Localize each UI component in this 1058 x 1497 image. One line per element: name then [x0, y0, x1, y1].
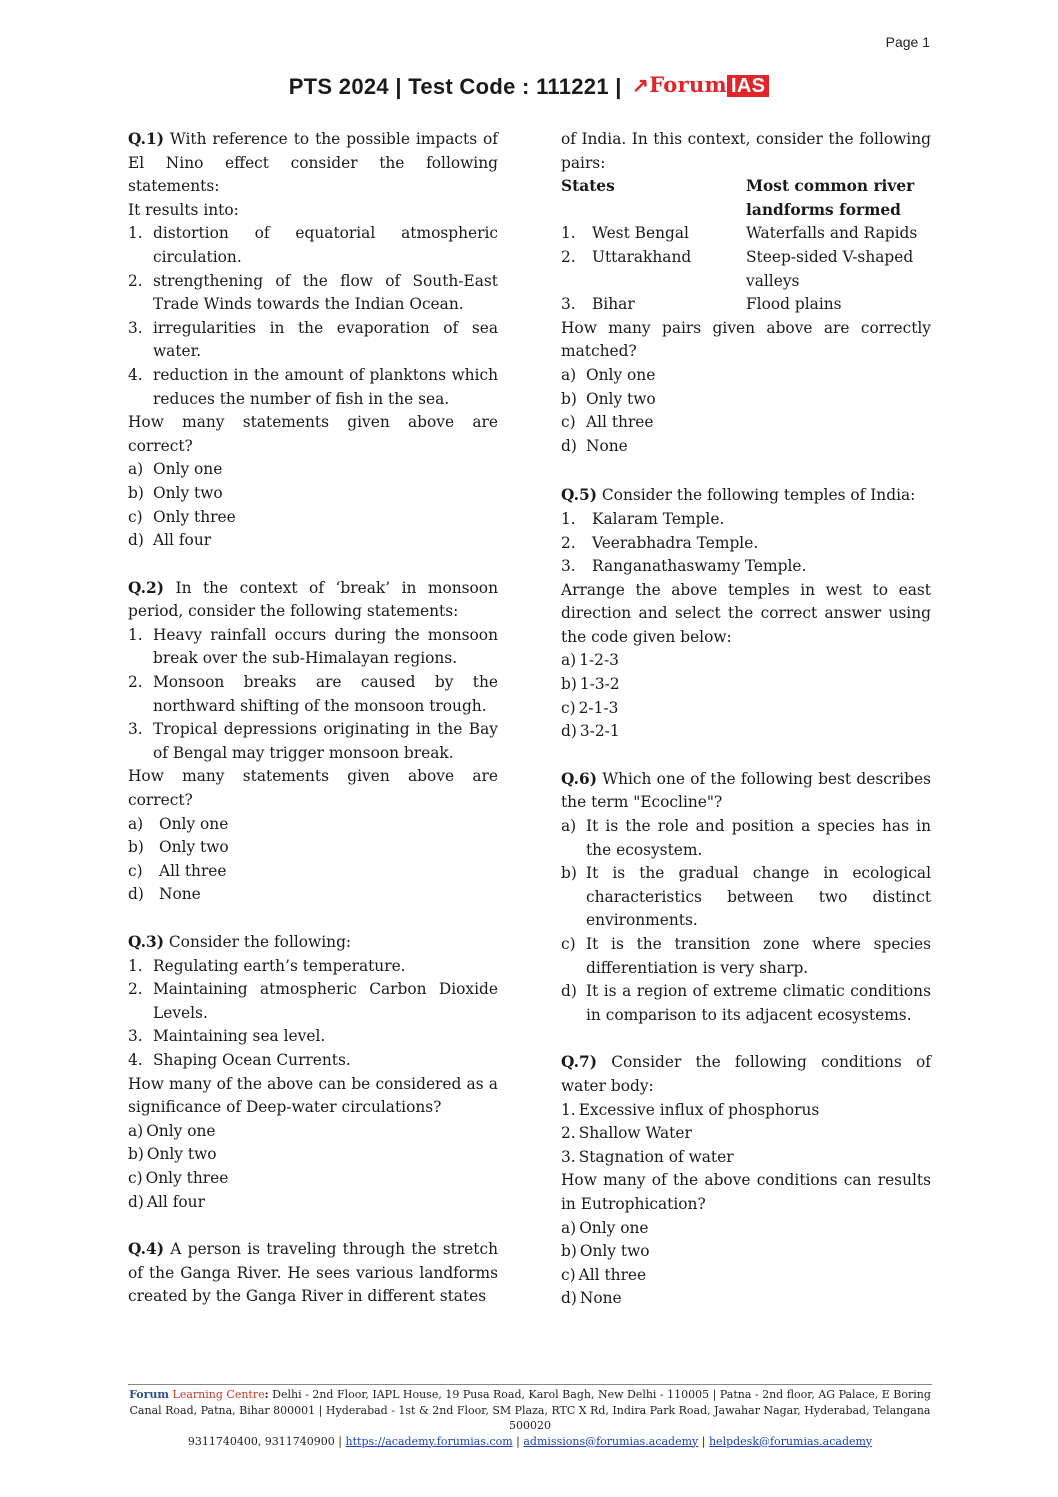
question-7 [561, 1051, 931, 1311]
column-header-states: States [561, 177, 615, 196]
footer-colon: : [264, 1388, 269, 1401]
statement-item: 3. Ranganathaswamy Temple. [561, 557, 807, 576]
question-stem: Consider the following: [168, 933, 352, 951]
statement-item: 2. Monsoon breaks are caused by the northward shifting of the monsoon trough. [128, 673, 498, 715]
option-item: b) Only two [561, 1242, 650, 1261]
question-stem: Which one of the following best describes the term "Ecocline"? [561, 769, 931, 812]
option-item: a) 1-2-3 [561, 651, 619, 670]
pair-state: 3. Bihar [561, 295, 635, 314]
option-item: d) None [561, 436, 628, 455]
question-ask: How many statements given above are correct? [128, 767, 498, 810]
option-list [128, 1120, 498, 1214]
pairs-table [561, 175, 931, 317]
option-item: b) Only two [128, 1145, 217, 1164]
option-item: c) 2-1-3 [561, 698, 619, 717]
statement-item: 2. Maintaining atmospheric Carbon Dioxide Levels. [128, 980, 498, 1022]
statement-list [128, 955, 498, 1073]
option-item: d) All four [128, 531, 212, 550]
option-list [561, 1217, 931, 1311]
column-header-landforms: Most common river landforms formed [746, 177, 915, 219]
footer-separator: | [338, 1434, 343, 1448]
option-item: c) All three [561, 413, 654, 432]
question-6 [561, 768, 931, 1028]
footer-brand-centre: Learning Centre [172, 1388, 265, 1401]
footer-separator: | [712, 1388, 717, 1401]
question-stem: Consider the following conditions of water body: [561, 1053, 931, 1095]
question-number: Q.1) [128, 130, 164, 148]
option-item: c) All three [128, 861, 227, 880]
question-5 [561, 484, 931, 744]
question-3 [128, 931, 498, 1214]
question-stem: With reference to the possible impacts of El Nino effect consider the following statements: [128, 130, 498, 196]
pair-landform: Steep-sided V-shaped valleys [746, 247, 914, 290]
footer-phones: 9311740400, 9311740900 [187, 1434, 335, 1448]
forumias-logo [632, 72, 769, 98]
question-4-start [128, 1238, 498, 1309]
question-stem: A person is traveling through the stretch of the Ganga River. He sees various landforms created by the Ganga River in different states [128, 1240, 498, 1306]
question-1 [128, 128, 498, 553]
option-item: d) All four [128, 1192, 205, 1211]
title-text: PTS 2024 | Test Code : 111221 | [288, 74, 622, 99]
statement-list [561, 508, 931, 579]
question-stem: In the context of ‘break’ in monsoon period, consider the following statements: [128, 578, 498, 621]
pair-state: 2. Uttarakhand [561, 247, 692, 266]
page-number: Page 1 [885, 34, 930, 50]
question-number: Q.3) [128, 933, 164, 951]
option-item: c) Only three [128, 1168, 229, 1187]
right-column [561, 128, 931, 1311]
statement-item: 2. Shallow Water [561, 1124, 692, 1143]
question-number: Q.4) [128, 1240, 164, 1259]
option-list [561, 649, 931, 743]
option-item: d) None [128, 885, 201, 904]
statement-item: 2. Veerabhadra Temple. [561, 533, 759, 552]
option-list [561, 815, 931, 1027]
pair-landform: Waterfalls and Rapids [746, 224, 918, 243]
statement-item: 3. Tropical depressions originating in the Bay of Bengal may trigger monsoon break. [128, 720, 498, 762]
statement-item: 3. irregularities in the evaporation of sea water. [128, 318, 498, 361]
statement-item: 1. Kalaram Temple. [561, 509, 725, 528]
statement-item: 4. reduction in the amount of planktons which reduces the number of fish in the sea. [128, 365, 498, 408]
option-item: b) Only two [128, 483, 223, 502]
statement-item: 3. Maintaining sea level. [128, 1027, 326, 1046]
footer-hyderabad-address: Hyderabad - 1st & 2nd Floor, SM Plaza, RTC X Rd, Indira Park Road, Jawahar Nagar, Hyderabad, Telangana 500020 [325, 1403, 931, 1432]
question-number: Q.2) [128, 578, 164, 597]
question-2 [128, 577, 498, 907]
option-item: a) Only one [561, 365, 656, 384]
option-list [128, 813, 498, 907]
statement-list [128, 624, 498, 766]
option-item: a) Only one [128, 1121, 216, 1140]
footer-separator: | [701, 1434, 706, 1448]
option-item: b) Only two [128, 838, 229, 857]
option-list [561, 364, 931, 458]
question-ask: How many statements given above are correct? [128, 413, 498, 455]
option-item: d) None [561, 1289, 622, 1308]
footer-separator: | [318, 1403, 323, 1417]
question-number: Q.7) [561, 1053, 597, 1072]
logo-ias-text: IAS [727, 75, 769, 97]
footer-divider [128, 1384, 932, 1385]
option-item: a) Only one [561, 1218, 649, 1237]
option-item: d) 3-2-1 [561, 722, 620, 741]
statement-item: 1. distortion of equatorial atmospheric circulation. [128, 224, 498, 266]
statement-item: 3. Stagnation of water [561, 1147, 734, 1166]
statement-list [561, 1099, 931, 1170]
question-ask: How many of the above conditions can results in Eutrophication? [561, 1171, 931, 1213]
footer-separator: | [516, 1434, 520, 1448]
footer-website-link[interactable]: https://academy.forumias.com [345, 1434, 513, 1448]
option-item: c) It is the transition zone where species differentiation is very sharp. [561, 935, 931, 977]
footer-helpdesk-email-link[interactable]: helpdesk@forumias.academy [708, 1434, 873, 1448]
question-number: Q.6) [561, 769, 597, 788]
option-item: a) Only one [128, 814, 229, 833]
pair-landform: Flood plains [746, 295, 842, 314]
option-item: b) 1-3-2 [561, 675, 620, 694]
statement-list [128, 222, 498, 411]
logo-arrow-icon: ↗ [632, 75, 650, 98]
option-item: c) All three [561, 1265, 647, 1284]
footer-admissions-email-link[interactable]: admissions@forumias.academy [523, 1434, 699, 1448]
option-item: b) It is the gradual change in ecological characteristics between two distinct environments. [561, 864, 931, 930]
statement-item: 4. Shaping Ocean Currents. [128, 1050, 351, 1069]
statement-item: 1. Excessive influx of phosphorus [561, 1100, 820, 1119]
pair-state: 1. West Bengal [561, 224, 689, 243]
footer-patna-address: Patna - 2nd floor, AG Palace, E Boring Canal Road, Patna, Bihar 800001 [129, 1388, 931, 1417]
statement-item: 1. Regulating earth’s temperature. [128, 956, 406, 975]
question-ask: How many of the above can be considered as a significance of Deep-water circulations? [128, 1074, 498, 1117]
option-list [128, 458, 498, 552]
statement-item: 1. Heavy rainfall occurs during the monsoon break over the sub-Himalayan regions. [128, 625, 498, 668]
logo-forum-text: Forum [649, 72, 728, 98]
question-stem: Consider the following temples of India: [601, 486, 916, 505]
left-column [128, 128, 498, 1309]
question-lead: It results into: [128, 200, 239, 219]
option-item: d) It is a region of extreme climatic conditions in comparison to its adjacent ecosystems. [561, 982, 931, 1024]
question-ask: How many pairs given above are correctly matched? [561, 318, 931, 361]
question-4-continued [561, 128, 931, 458]
question-stem-continued: of India. In this context, consider the following pairs: [561, 130, 931, 172]
option-item: c) Only three [128, 507, 236, 526]
statement-item: 2. strengthening of the flow of South-East Trade Winds towards the Indian Ocean. [128, 271, 498, 314]
footer-brand-forum: Forum [129, 1388, 170, 1401]
option-item: a) Only one [128, 460, 223, 479]
footer [128, 1387, 932, 1449]
page-title [0, 74, 1058, 101]
footer-delhi-address: Delhi - 2nd Floor, IAPL House, 19 Pusa Road, Karol Bagh, New Delhi - 110005 [272, 1388, 710, 1401]
question-ask: Arrange the above temples in west to east direction and select the correct answer using the code given below: [561, 580, 931, 646]
option-item: a) It is the role and position a species has in the ecosystem. [561, 817, 931, 859]
option-item: b) Only two [561, 389, 656, 408]
question-number: Q.5) [561, 486, 597, 505]
